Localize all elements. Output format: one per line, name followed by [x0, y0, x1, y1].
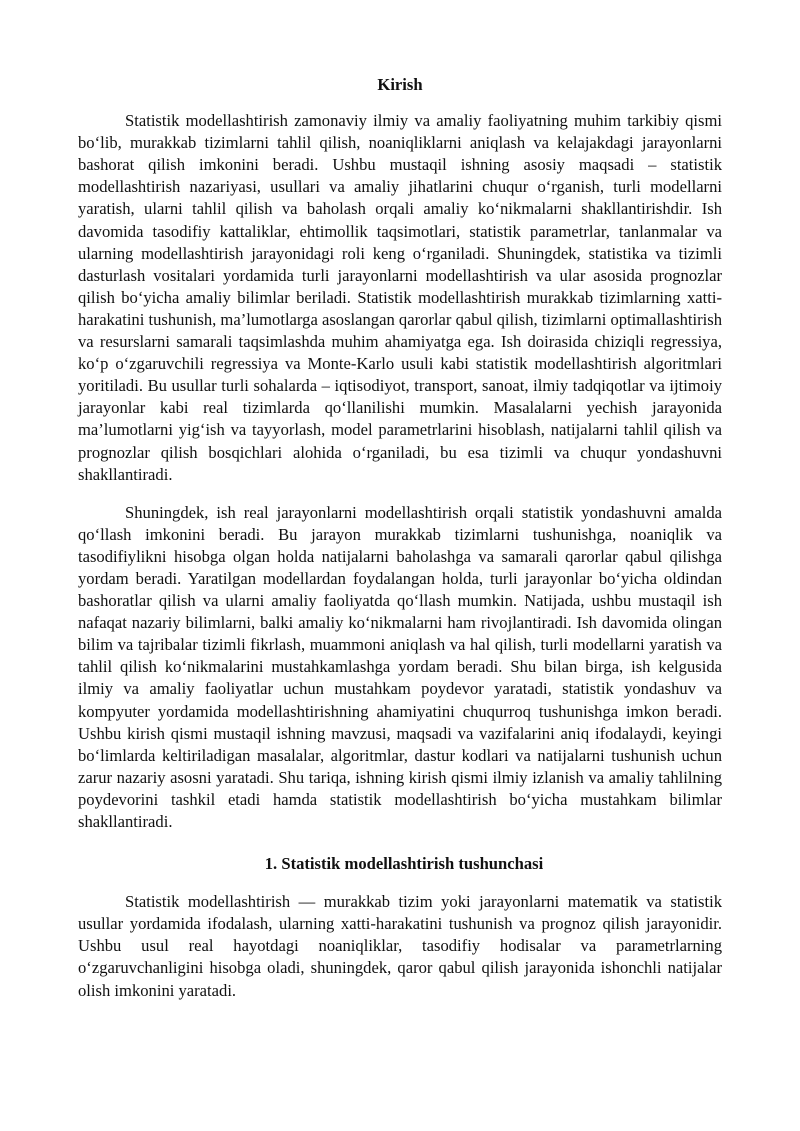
intro-paragraph-2: Shuningdek, ish real jarayonlarni modellashtirish orqali statistik yondashuvni amalda qo‘llash imkonini beradi. Bu jarayon murakkab tizimlarni tushunishga, noaniqlik va tasodifiylikni hisobga olgan holda natijalarni baholashga va samarali qarorlar qabul qilishga yordam beradi. Yaratilgan modellardan foydalangan holda, turli jarayonlar bo‘yicha oldindan bashoratlar qilish va ularni amaliy faoliyatda qo‘llash mumkin. Natijada, ushbu mustaqil ish nafaqat nazariy bilimlarni, balki amaliy ko‘nikmalarni ham rivojlantiradi. Ish davomida olingan bilim va tajribalar tizimli fikrlash, muammoni aniqlash va hal qilish, turli modellarni yaratish va tahlil qilish ko‘nikmalarini mustahkamlashga yordam beradi. Shu bilan birga, ish kelgusida ilmiy va amaliy faoliyatlar uchun mustahkam poydevor yaratadi, statistik yondashuv va kompyuter yordamida modellashtirishning ahamiyatini chuqurroq tushunishga imkon beradi. Ushbu kirish qismi mustaqil ishning mavzusi, maqsadi va vazifalarini aniq ifodalaydi, keyingi bo‘limlarda keltiriladigan masalalar, algoritmlar, dastur kodlari va natijalarni tushunish uchun zarur nazariy asosni yaratadi. Shu tariqa, ishning kirish qismi ilmiy izlanish va amaliy tahlilning poydevorini tashkil etadi hamda statistik modellashtirish bo‘yicha mustahkam bilimlar shakllantiradi.	[78, 502, 722, 831]
section-paragraph-1: Statistik modellashtirish — murakkab tizim yoki jarayonlarni matematik va statistik usullar yordamida ifodalash, ularning xatti-harakatini tushunish va prognoz qilish jarayonidir. Ushbu usul real hayotdagi noaniqliklar, tasodifiy hodisalar va parametrlarning o‘zgaruvchanligini hisobga oladi, shuningdek, qaror qabul qilish jarayonida ishonchli natijalar olish imkonini yaratadi.	[78, 892, 722, 1000]
intro-paragraph-1: Statistik modellashtirish zamonaviy ilmiy va amaliy faoliyatning muhim tarkibiy qismi bo‘lib, murakkab tizimlarni tahlil qilish, noaniqliklarni aniqlash va kelajakdagi jarayonlarni bashorat qilish imkonini beradi. Ushbu mustaqil ishning asosiy maqsadi – statistik modellashtirish nazariyasi, usullari va amaliy jihatlarini chuqur o‘rganish, turli modellarni yaratish, ularni tahlil qilish va baholash orqali amaliy ko‘nikmalarni shakllantirishdir. Ish davomida tasodifiy kattaliklar, ehtimollik taqsimotlari, statistik parametrlar, tanlanmalar va ularning modellashtirish jarayonidagi roli keng o‘rganiladi. Shuningdek, statistika va tizimli dasturlash vositalari yordamida turli jarayonlarni modellashtirish va ular asosida prognozlar qilish bo‘yicha amaliy bilimlar beriladi. Statistik modellashtirish murakkab tizimlarning xatti-harakatini tushunish, ma’lumotlarga asoslangan qarorlar qabul qilish, tizimlarni optimallashtirish va resurslarni samarali taqsimlashda muhim ahamiyatga ega. Ish doirasida chiziqli regressiya, ko‘p o‘zgaruvchili regressiya va Monte-Karlo usuli kabi statistik modellashtirish algoritmlari yoritiladi. Bu usullar turli sohalarda – iqtisodiyot, transport, sanoat, ilmiy tadqiqotlar va ijtimoiy jarayonlar kabi real tizimlarda qo‘llanilishi mumkin. Masalalarni yechish jarayonida ma’lumotlarni yig‘ish va tayyorlash, model parametrlarini hisoblash, natijalarni tahlil qilish va prognozlar qilish bosqichlari alohida o‘rganiladi, bu esa tizimli va chuqur yondashuvni shakllantiradi.	[78, 111, 722, 484]
document-body	[78, 74, 722, 1002]
intro-heading: Kirish	[377, 75, 423, 94]
section-heading: 1. Statistik modellashtirish tushunchasi	[264, 854, 544, 874]
